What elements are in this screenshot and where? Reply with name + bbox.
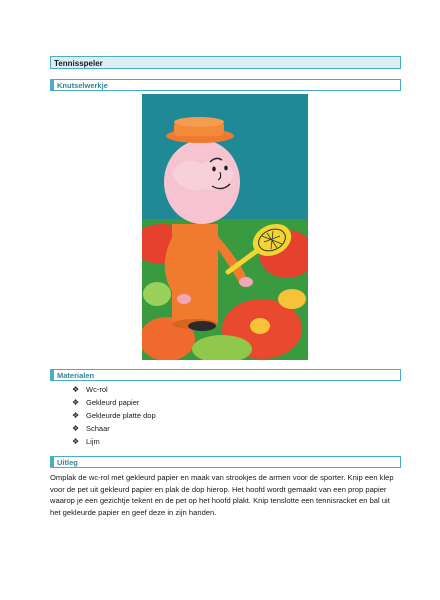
list-item: ❖ Gekleurde platte dop	[72, 411, 156, 420]
section-heading-knutselwerkje: Knutselwerkje	[50, 79, 401, 91]
list-item: ❖ Gekleurd papier	[72, 398, 140, 407]
materials-list	[72, 383, 156, 448]
list-item: ❖ Lijm	[72, 437, 100, 446]
diamond-bullet-icon: ❖	[72, 424, 80, 433]
list-item: ❖ Wc-rol	[72, 385, 108, 394]
diamond-bullet-icon: ❖	[72, 398, 80, 407]
diamond-bullet-icon: ❖	[72, 385, 80, 394]
list-item: ❖ Schaar	[72, 424, 110, 433]
page-title: Tennisspeler	[50, 56, 401, 69]
craft-photo	[142, 94, 308, 360]
diamond-bullet-icon: ❖	[72, 437, 80, 446]
section-heading-uitleg: Uitleg	[50, 456, 401, 468]
section-heading-materialen: Materialen	[50, 369, 401, 381]
explanation-paragraph: Omplak de wc-rol met gekleurd papier en maak van strookjes de armen voor de sporter. Knip een klep voor de pet uit gekleurd papier en plak de dop hierop. Het hoofd wordt gemaakt van een prop papier waarop je een gezichtje tekent en de pet op het hoofd plakt. Knip tenslotte een tennisracket en bal uit het gekleurde papier en geef deze in zijn handen.	[50, 473, 394, 517]
diamond-bullet-icon: ❖	[72, 411, 80, 420]
